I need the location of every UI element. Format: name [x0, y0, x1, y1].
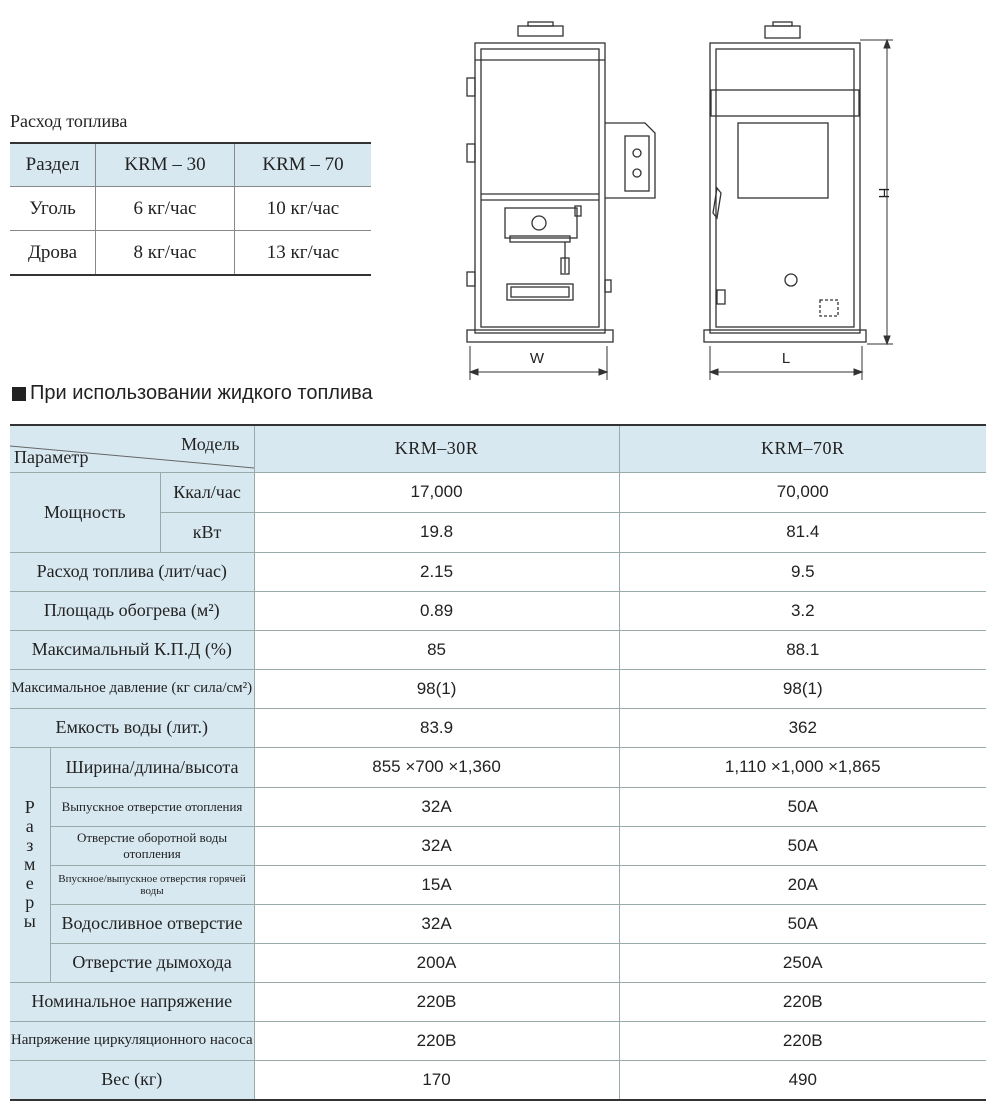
row-label: Отверстие дымохода — [50, 943, 254, 982]
row-label: Расход топлива (лит/час) — [10, 552, 254, 591]
table-cell: 32A — [254, 787, 619, 826]
table-row — [10, 708, 986, 747]
unit-cell: кВт — [160, 512, 254, 552]
table-cell: 32A — [254, 826, 619, 865]
table-cell: 3.2 — [619, 591, 986, 630]
table-cell: 88.1 — [619, 630, 986, 669]
table-cell: 32A — [254, 904, 619, 943]
table-cell: 15A — [254, 865, 619, 904]
table-cell: 98(1) — [619, 669, 986, 708]
header-cell: KRM – 30 — [96, 143, 235, 187]
table-row — [10, 904, 986, 943]
table-header-row — [10, 143, 371, 187]
table-cell: 83.9 — [254, 708, 619, 747]
table-cell: 250A — [619, 943, 986, 982]
table-cell: 81.4 — [619, 512, 986, 552]
unit-cell: Ккал/час — [160, 472, 254, 512]
table-cell: 50A — [619, 787, 986, 826]
table-cell: 170 — [254, 1060, 619, 1100]
power-label: Мощность — [10, 472, 160, 552]
table-row — [10, 943, 986, 982]
table-cell: 19.8 — [254, 512, 619, 552]
front-view-drawing — [467, 22, 655, 342]
width-label: W — [529, 350, 545, 367]
model-label: Модель — [181, 434, 240, 454]
table-row — [10, 865, 986, 904]
header-cell: KRM – 70 — [235, 143, 372, 187]
liquid-fuel-title — [12, 382, 373, 405]
table-cell: 10 кг/час — [235, 187, 372, 231]
table-row — [10, 1021, 986, 1060]
table-cell: 98(1) — [254, 669, 619, 708]
specifications-table — [10, 424, 986, 1101]
table-cell: 220В — [619, 982, 986, 1021]
model-header-krm70r: KRM–70R — [619, 425, 986, 472]
table-row — [10, 747, 986, 787]
row-label: Выпускное отверстие отопления — [50, 787, 254, 826]
table-cell: 50A — [619, 826, 986, 865]
table-cell: 13 кг/час — [235, 231, 372, 276]
length-label: L — [781, 350, 791, 367]
dimensions-letter: е — [25, 873, 34, 893]
dimensions-letter: Р — [24, 797, 35, 817]
boiler-drawings — [455, 18, 900, 380]
table-cell: 70,000 — [619, 472, 986, 512]
table-header-row — [10, 425, 986, 472]
row-label: Максимальный К.П.Д (%) — [10, 630, 254, 669]
row-label: Отверстие оборотной воды отопления — [50, 826, 254, 865]
row-label: Напряжение циркуляционного насоса — [10, 1021, 254, 1060]
table-cell: 8 кг/час — [96, 231, 235, 276]
table-row — [10, 669, 986, 708]
dimensions-letter: м — [24, 854, 36, 874]
table-row — [10, 472, 986, 512]
height-label: H — [875, 187, 892, 199]
row-label: Впускное/выпускное отверстия горячей воды — [50, 865, 254, 904]
table-row — [10, 1060, 986, 1100]
row-label: Дрова — [10, 231, 96, 276]
table-row — [10, 787, 986, 826]
row-label: Вес (кг) — [10, 1060, 254, 1100]
parameter-model-header — [10, 425, 254, 472]
table-cell: 855 ×700 ×1,360 — [254, 747, 619, 787]
table-cell: 20A — [619, 865, 986, 904]
table-cell: 220В — [254, 1021, 619, 1060]
table-cell: 490 — [619, 1060, 986, 1100]
row-label: Площадь обогрева (м²) — [10, 591, 254, 630]
table-row — [10, 982, 986, 1021]
side-view-drawing — [704, 22, 866, 342]
dimensions-letter: з — [26, 835, 34, 855]
row-label: Максимальное давление (кг сила/см²) — [10, 669, 254, 708]
table-row — [10, 231, 371, 276]
table-row — [10, 552, 986, 591]
table-row — [10, 187, 371, 231]
model-header-krm30r: KRM–30R — [254, 425, 619, 472]
fuel-consumption-table — [10, 142, 371, 276]
row-label: Емкость воды (лит.) — [10, 708, 254, 747]
dimensions-letter: а — [25, 816, 34, 836]
dimension-lines — [470, 40, 893, 380]
row-label: Уголь — [10, 187, 96, 231]
row-label: Номинальное напряжение — [10, 982, 254, 1021]
liquid-fuel-title-text: При использовании жидкого топлива — [30, 382, 373, 404]
fuel-consumption-title: Расход топлива — [10, 111, 128, 131]
header-cell: Раздел — [10, 143, 96, 187]
parameter-label: Параметр — [14, 446, 89, 467]
bullet-square-icon — [12, 387, 26, 401]
table-cell: 50A — [619, 904, 986, 943]
row-label: Водосливное отверстие — [50, 904, 254, 943]
dimensions-letter: ы — [23, 911, 36, 931]
table-cell: 85 — [254, 630, 619, 669]
table-cell: 362 — [619, 708, 986, 747]
table-row — [10, 826, 986, 865]
table-cell: 0.89 — [254, 591, 619, 630]
table-cell: 220В — [619, 1021, 986, 1060]
table-row — [10, 591, 986, 630]
table-cell: 9.5 — [619, 552, 986, 591]
table-cell: 17,000 — [254, 472, 619, 512]
table-cell: 220В — [254, 982, 619, 1021]
dimensions-label — [10, 747, 50, 982]
table-cell: 1,110 ×1,000 ×1,865 — [619, 747, 986, 787]
table-cell: 6 кг/час — [96, 187, 235, 231]
row-label: Ширина/длина/высота — [50, 747, 254, 787]
table-cell: 200A — [254, 943, 619, 982]
dimensions-letter: р — [25, 892, 35, 912]
table-cell: 2.15 — [254, 552, 619, 591]
table-row — [10, 630, 986, 669]
